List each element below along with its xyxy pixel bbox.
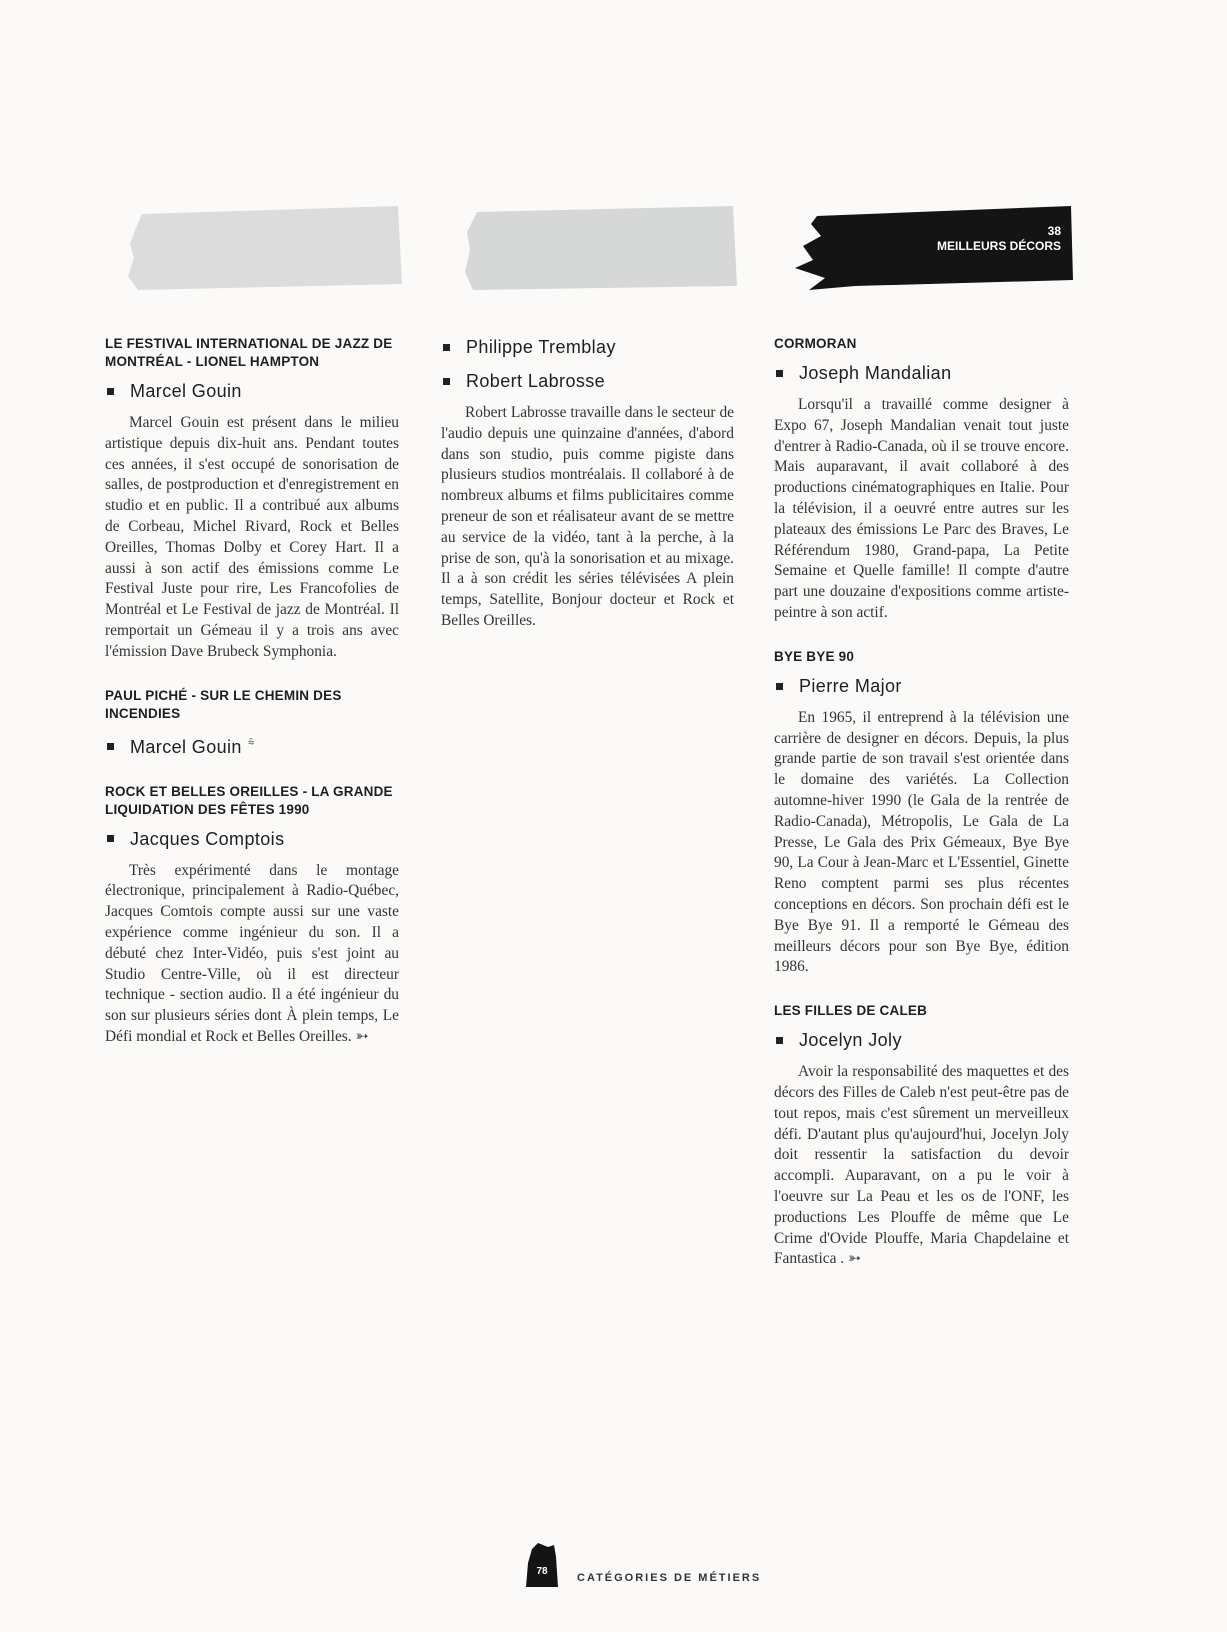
winner-label: Pierre Major	[799, 675, 902, 696]
section-paragraph: Avoir la responsabilité des maquettes et des décors des Filles de Caleb n'est peut-être pas de tout repos, mais c'est sûrement un merveilleux défi. D'autant plus qu'aujourd'hui, Jocelyn Joly doit ressentir la satisfaction du devoir accompli. Auparavant, on a pu le voir à l'oeuvre sur La Peau et les os de l'ONF, les productions Les Plouffe de même que Le Crime d'Ovide Plouffe, Maria Chapdelaine et Fantastica . ➳	[774, 1063, 1069, 1268]
section-cormoran	[774, 335, 1069, 624]
section-title: ROCK ET BELLES OREILLES - LA GRANDE LIQUIDATION DES FÊTES 1990	[105, 783, 393, 817]
bullet-icon	[107, 743, 114, 750]
bullet-icon	[107, 388, 114, 395]
section-bye-bye	[774, 648, 1069, 978]
winner-label: Marcel Gouin	[130, 736, 242, 757]
category-banner	[795, 206, 1073, 292]
section-title: PAUL PICHÉ - SUR LE CHEMIN DES INCENDIES	[105, 687, 342, 721]
category-title: MEILLEURS DÉCORS	[936, 239, 1061, 253]
winner-label: Jocelyn Joly	[799, 1030, 902, 1051]
column-3	[774, 335, 1069, 1294]
winner-name	[441, 335, 734, 359]
section-paragraph: Robert Labrosse travaille dans le secteur de l'audio depuis une quinzaine d'années, d'abord dans son studio, puis comme pigiste dans plusieurs studios montréalais. Il collaboré à de nombreux albums et films publicitaires comme preneur de son et réalisateur avant de se mettre au service de la vidéo, tant à la perche, à la prise de son, qu'à la sonorisation et au mixage. Il a à son crédit les séries télévisées A plein temps, Satellite, Bonjour docteur et Rock et Belles Oreilles.	[441, 404, 734, 629]
section-paragraph: Lorsqu'il a travaillé comme designer à Expo 67, Joseph Mandalian venait tout juste d'entrer à Radio-Canada, où il se trouve encore. Mais auparavant, il avait collaboré à des productions cinématographiques en Italie. Pour la télévision, il a oeuvré entre autres sur les plateaux des émissions Le Parc des Braves, Le Référendum 1980, Grand-papa, La Petite Semaine et Quelle famille! Il compte d'autre part une douzaine d'expositions comme artiste-peintre à son actif.	[774, 396, 1069, 621]
column-2	[441, 335, 734, 656]
winner-name	[105, 379, 399, 403]
section-paragraph: Très expérimenté dans le montage électronique, principalement à Radio-Québec, Jacques Comtois compte aussi sur une vaste expérience comme ingénieur du son. Il a débuté chez Inter-Vidéo, puis s'est joint au Studio Centre-Ville, où il est directeur technique - section audio. Il a été ingénieur du son sur plusieurs séries dont À plein temps, Le Défi mondial et Rock et Belles Oreilles. ➳	[105, 861, 399, 1045]
winner-name	[774, 1028, 1069, 1052]
bullet-icon	[107, 835, 114, 842]
category-label	[937, 224, 1061, 254]
brush-stroke-1	[128, 206, 402, 292]
winner-label: Robert Labrosse	[466, 371, 606, 391]
section-title: LES FILLES DE CALEB	[774, 1003, 928, 1019]
winner-label: Marcel Gouin	[130, 381, 242, 401]
bullet-icon	[776, 683, 783, 690]
winner-name	[105, 731, 399, 759]
winner-name	[774, 674, 1069, 698]
section-title: BYE BYE 90	[774, 648, 855, 664]
winner-name	[441, 369, 734, 393]
winner-name	[774, 361, 1069, 385]
winner-name	[105, 827, 399, 851]
section-rbo-continued	[441, 335, 734, 632]
section-rbo	[105, 783, 399, 1048]
gemeau-icon: ⩯	[247, 736, 255, 749]
section-paragraph: Marcel Gouin est présent dans le milieu artistique depuis dix-huit ans. Pendant toutes ces années, il s'est occupé de sonorisation de salles, de postproduction et d'enregistrement en studio et en public. Il a contribué aux albums de Corbeau, Michel Rivard, Rock et Belles Oreilles, Thomas Dolby et Corey Hart. Il a aussi à son actif des émissions comme Le Festival Juste pour rire, Les Francofolies de Montréal et Le Festival de jazz de Montréal. Il remportait un Gémeau il y a trois ans avec l'émission Dave Brubeck Symphonia.	[105, 414, 399, 660]
bullet-icon	[443, 344, 450, 351]
bullet-icon	[443, 378, 450, 385]
section-title: CORMORAN	[774, 336, 857, 351]
page-number: 78	[536, 1566, 548, 1577]
footer-label: CATÉGORIES DE MÉTIERS	[577, 1572, 762, 1584]
category-number: 38	[1047, 224, 1061, 238]
brush-stroke-2	[465, 206, 737, 292]
section-filles-de-caleb	[774, 1002, 1069, 1270]
section-jazz-festival	[105, 335, 399, 663]
winner-label: Philippe Tremblay	[466, 337, 616, 357]
section-title: LE FESTIVAL INTERNATIONAL DE JAZZ DE MONTRÉAL - LIONEL HAMPTON	[105, 336, 393, 369]
section-paragraph: En 1965, il entreprend à la télévision une carrière de designer en décors. Depuis, la plus grande partie de son travail s'est orientée dans le domaine des variétés. La Collection automne-hiver 1990 (le Gala de la rentrée de Radio-Canada), Métropolis, Le Gala de La Presse, Le Gala des Prix Gémeaux, Bye Bye 90, La Cour à Jean-Marc et L'Essentiel, Ginette Reno comptent parmi ses plus récentes conceptions en décors. Son prochain défi est le Bye Bye 91. Il a remporté le Gémeau des meilleurs décors pour son Bye Bye, édition 1986.	[774, 708, 1069, 976]
column-1	[105, 335, 399, 1072]
winner-label: Jacques Comptois	[130, 828, 285, 849]
bullet-icon	[776, 1037, 783, 1044]
section-paul-piche	[105, 687, 399, 759]
page-number-badge-icon	[526, 1543, 558, 1587]
bullet-icon	[776, 370, 783, 377]
winner-label: Joseph Mandalian	[799, 363, 952, 383]
